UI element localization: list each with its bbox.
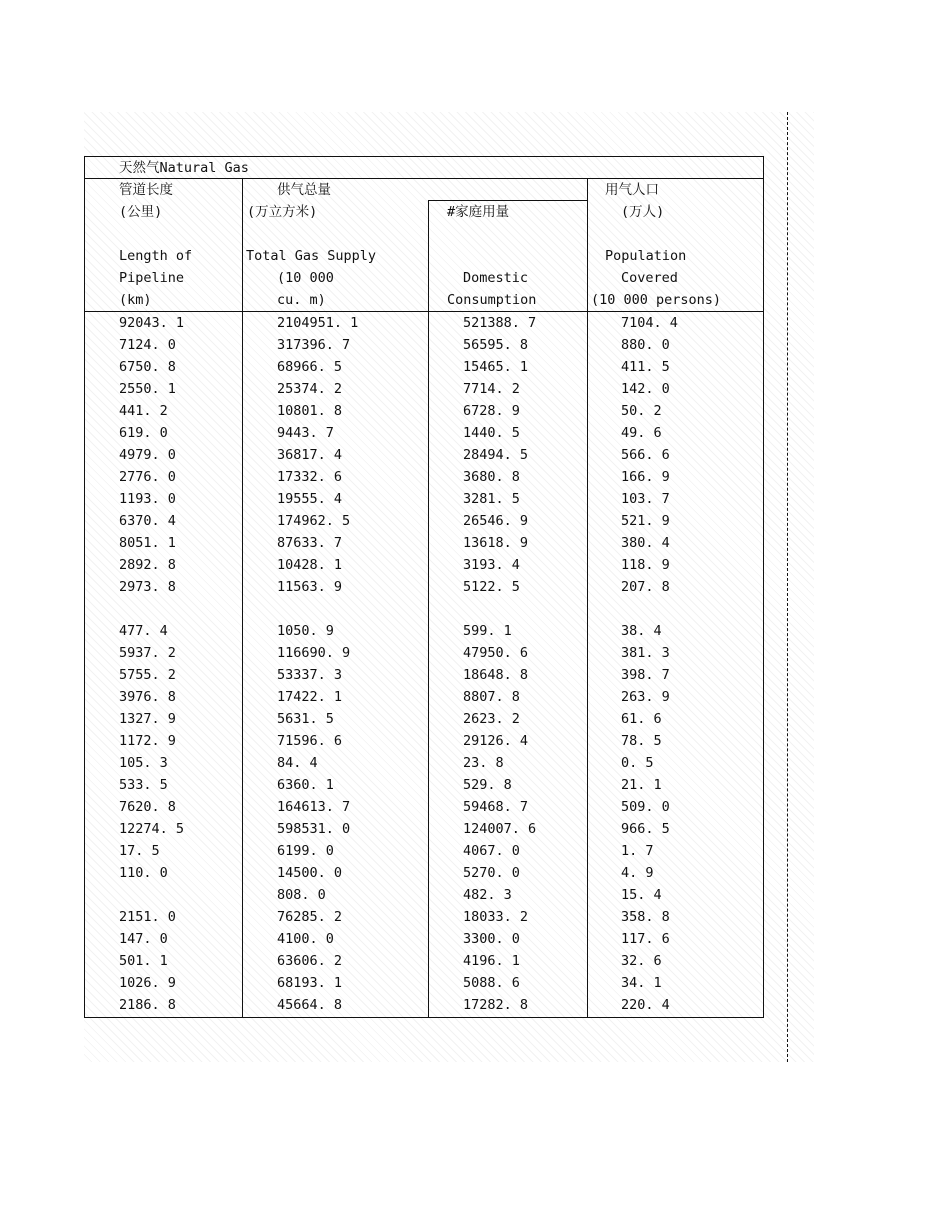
domestic-consumption-cell: 482. 3 — [463, 887, 512, 903]
domestic-consumption-cell: 1440. 5 — [463, 425, 520, 441]
supply-header-en-2: (10 000 — [277, 270, 334, 286]
table-row — [85, 400, 763, 422]
table-row — [85, 950, 763, 972]
population-covered-cell: 38. 4 — [621, 623, 662, 639]
table-row — [85, 906, 763, 928]
population-covered-cell: 381. 3 — [621, 645, 670, 661]
population-covered-cell: 142. 0 — [621, 381, 670, 397]
table-row — [85, 510, 763, 532]
population-unit-cn: (万人) — [621, 204, 665, 220]
table-row — [85, 686, 763, 708]
gas-supply-cell: 174962. 5 — [277, 513, 351, 529]
gas-supply-cell: 14500. 0 — [277, 865, 343, 881]
table-row — [85, 532, 763, 554]
table-row — [85, 862, 763, 884]
gas-supply-cell: 1050. 9 — [277, 623, 334, 639]
domestic-consumption-cell: 5088. 6 — [463, 975, 520, 991]
domestic-consumption-cell: 5270. 0 — [463, 865, 520, 881]
table-row — [85, 444, 763, 466]
population-covered-cell: 15. 4 — [621, 887, 662, 903]
population-covered-cell: 966. 5 — [621, 821, 670, 837]
domestic-consumption-cell: 56595. 8 — [463, 337, 529, 353]
pipeline-length-cell: 477. 4 — [119, 623, 168, 639]
population-covered-cell: 50. 2 — [621, 403, 662, 419]
pipeline-length-cell: 6750. 8 — [119, 359, 176, 375]
population-covered-cell: 7104. 4 — [621, 315, 678, 331]
domestic-consumption-cell: 18648. 8 — [463, 667, 529, 683]
gas-supply-cell: 6199. 0 — [277, 843, 334, 859]
gas-supply-cell: 17422. 1 — [277, 689, 343, 705]
domestic-consumption-cell: 124007. 6 — [463, 821, 537, 837]
pipeline-length-cell: 1026. 9 — [119, 975, 176, 991]
gas-supply-cell: 317396. 7 — [277, 337, 351, 353]
table-row — [85, 730, 763, 752]
gas-supply-cell: 11563. 9 — [277, 579, 343, 595]
domestic-consumption-cell: 28494. 5 — [463, 447, 529, 463]
population-covered-cell: 166. 9 — [621, 469, 670, 485]
domestic-consumption-cell: 29126. 4 — [463, 733, 529, 749]
population-header-en-1: Population — [605, 248, 687, 264]
pipeline-length-cell: 1193. 0 — [119, 491, 176, 507]
domestic-consumption-cell: 17282. 8 — [463, 997, 529, 1013]
table-row — [85, 774, 763, 796]
domestic-header-en-1: Domestic — [463, 270, 529, 286]
gas-supply-cell: 9443. 7 — [277, 425, 334, 441]
table-row — [85, 378, 763, 400]
pipeline-unit-en: (km) — [119, 292, 152, 308]
gas-supply-cell: 808. 0 — [277, 887, 326, 903]
pipeline-length-cell: 5755. 2 — [119, 667, 176, 683]
pipeline-header-en-2: Pipeline — [119, 270, 185, 286]
domestic-consumption-cell: 26546. 9 — [463, 513, 529, 529]
domestic-consumption-cell: 8807. 8 — [463, 689, 520, 705]
gas-supply-cell: 19555. 4 — [277, 491, 343, 507]
pipeline-length-cell: 2186. 8 — [119, 997, 176, 1013]
gas-supply-cell: 87633. 7 — [277, 535, 343, 551]
table-row — [85, 708, 763, 730]
population-covered-cell: 118. 9 — [621, 557, 670, 573]
population-covered-cell: 61. 6 — [621, 711, 662, 727]
gas-supply-cell: 68966. 5 — [277, 359, 343, 375]
gas-supply-cell: 598531. 0 — [277, 821, 351, 837]
gas-supply-cell: 25374. 2 — [277, 381, 343, 397]
table-row — [85, 620, 763, 642]
pipeline-length-cell: 105. 3 — [119, 755, 168, 771]
domestic-consumption-cell: 47950. 6 — [463, 645, 529, 661]
pipeline-unit-cn: (公里) — [119, 204, 163, 220]
table-row — [85, 576, 763, 598]
population-covered-cell: 398. 7 — [621, 667, 670, 683]
gas-supply-cell: 116690. 9 — [277, 645, 351, 661]
domestic-header-en-2: Consumption — [447, 292, 537, 308]
table-row — [85, 664, 763, 686]
population-covered-cell: 358. 8 — [621, 909, 670, 925]
population-covered-cell: 566. 6 — [621, 447, 670, 463]
page-break-line — [787, 112, 788, 1062]
gas-supply-cell: 84. 4 — [277, 755, 318, 771]
table-row — [85, 928, 763, 950]
population-covered-cell: 0. 5 — [621, 755, 654, 771]
population-covered-cell: 411. 5 — [621, 359, 670, 375]
table-row — [85, 642, 763, 664]
population-covered-cell: 509. 0 — [621, 799, 670, 815]
pipeline-length-cell: 12274. 5 — [119, 821, 185, 837]
population-covered-cell: 49. 6 — [621, 425, 662, 441]
domestic-consumption-cell: 3300. 0 — [463, 931, 520, 947]
domestic-consumption-cell: 4196. 1 — [463, 953, 520, 969]
population-header-cn: 用气人口 — [605, 182, 659, 198]
domestic-consumption-cell: 3281. 5 — [463, 491, 520, 507]
gas-supply-cell: 76285. 2 — [277, 909, 343, 925]
section-title: 天然气Natural Gas — [119, 160, 249, 176]
supply-header-en-1: Total Gas Supply — [246, 248, 377, 264]
gas-supply-cell: 17332. 6 — [277, 469, 343, 485]
population-covered-cell: 32. 6 — [621, 953, 662, 969]
population-covered-cell: 880. 0 — [621, 337, 670, 353]
gas-supply-cell: 68193. 1 — [277, 975, 343, 991]
population-covered-cell: 78. 5 — [621, 733, 662, 749]
population-covered-cell: 34. 1 — [621, 975, 662, 991]
gas-supply-cell: 53337. 3 — [277, 667, 343, 683]
pipeline-length-cell: 533. 5 — [119, 777, 168, 793]
table-row — [85, 422, 763, 444]
table-row — [85, 752, 763, 774]
table-row — [85, 488, 763, 510]
domestic-consumption-cell: 23. 8 — [463, 755, 504, 771]
supply-header-cn: 供气总量 — [277, 182, 331, 198]
pipeline-length-cell: 7124. 0 — [119, 337, 176, 353]
domestic-consumption-cell: 4067. 0 — [463, 843, 520, 859]
domestic-consumption-cell: 5122. 5 — [463, 579, 520, 595]
population-unit-en: (10 000 persons) — [591, 292, 722, 308]
table-row — [85, 994, 763, 1016]
pipeline-length-cell: 8051. 1 — [119, 535, 176, 551]
pipeline-length-cell: 1172. 9 — [119, 733, 176, 749]
table-row — [85, 466, 763, 488]
gas-supply-cell: 10801. 8 — [277, 403, 343, 419]
pipeline-length-cell: 4979. 0 — [119, 447, 176, 463]
pipeline-length-cell: 6370. 4 — [119, 513, 176, 529]
gas-supply-cell: 2104951. 1 — [277, 315, 359, 331]
pipeline-length-cell: 2892. 8 — [119, 557, 176, 573]
gas-supply-cell: 36817. 4 — [277, 447, 343, 463]
pipeline-length-cell: 92043. 1 — [119, 315, 185, 331]
domestic-consumption-cell: 7714. 2 — [463, 381, 520, 397]
table-body — [85, 312, 763, 1016]
pipeline-header-en-1: Length of — [119, 248, 193, 264]
population-covered-cell: 380. 4 — [621, 535, 670, 551]
domestic-consumption-cell: 59468. 7 — [463, 799, 529, 815]
population-covered-cell: 21. 1 — [621, 777, 662, 793]
domestic-consumption-cell: 15465. 1 — [463, 359, 529, 375]
gas-supply-cell: 4100. 0 — [277, 931, 334, 947]
table-row — [85, 884, 763, 906]
domestic-consumption-cell: 18033. 2 — [463, 909, 529, 925]
gas-supply-cell: 6360. 1 — [277, 777, 334, 793]
table-row — [85, 356, 763, 378]
gas-supply-cell: 5631. 5 — [277, 711, 334, 727]
pipeline-length-cell: 2776. 0 — [119, 469, 176, 485]
gas-supply-cell: 45664. 8 — [277, 997, 343, 1013]
population-header-en-2: Covered — [621, 270, 678, 286]
pipeline-length-cell: 441. 2 — [119, 403, 168, 419]
domestic-consumption-cell: 529. 8 — [463, 777, 512, 793]
table-row — [85, 554, 763, 576]
table-row — [85, 312, 763, 334]
pipeline-length-cell: 3976. 8 — [119, 689, 176, 705]
table-row — [85, 972, 763, 994]
gas-supply-cell: 63606. 2 — [277, 953, 343, 969]
domestic-consumption-cell: 599. 1 — [463, 623, 512, 639]
pipeline-length-cell: 2550. 1 — [119, 381, 176, 397]
pipeline-length-cell: 5937. 2 — [119, 645, 176, 661]
gas-supply-cell: 164613. 7 — [277, 799, 351, 815]
domestic-consumption-cell: 6728. 9 — [463, 403, 520, 419]
table-row — [85, 598, 763, 620]
gas-supply-cell: 71596. 6 — [277, 733, 343, 749]
domestic-consumption-cell: 521388. 7 — [463, 315, 537, 331]
table-row — [85, 818, 763, 840]
supply-header-en-3: cu. m) — [277, 292, 326, 308]
population-covered-cell: 263. 9 — [621, 689, 670, 705]
population-covered-cell: 207. 8 — [621, 579, 670, 595]
population-covered-cell: 220. 4 — [621, 997, 670, 1013]
pipeline-length-cell: 17. 5 — [119, 843, 160, 859]
pipeline-length-cell: 2151. 0 — [119, 909, 176, 925]
table-row — [85, 334, 763, 356]
domestic-consumption-cell: 3680. 8 — [463, 469, 520, 485]
gas-supply-cell: 10428. 1 — [277, 557, 343, 573]
pipeline-length-cell: 2973. 8 — [119, 579, 176, 595]
table-row — [85, 796, 763, 818]
pipeline-length-cell: 501. 1 — [119, 953, 168, 969]
pipeline-length-cell: 147. 0 — [119, 931, 168, 947]
population-covered-cell: 521. 9 — [621, 513, 670, 529]
population-covered-cell: 117. 6 — [621, 931, 670, 947]
domestic-consumption-cell: 2623. 2 — [463, 711, 520, 727]
supply-unit-cn: (万立方米) — [247, 204, 318, 220]
domestic-header-cn: #家庭用量 — [447, 204, 510, 220]
population-covered-cell: 103. 7 — [621, 491, 670, 507]
domestic-consumption-cell: 13618. 9 — [463, 535, 529, 551]
pipeline-header-cn: 管道长度 — [119, 182, 173, 198]
natural-gas-table — [84, 156, 764, 1018]
population-covered-cell: 1. 7 — [621, 843, 654, 859]
table-row — [85, 840, 763, 862]
domestic-consumption-cell: 3193. 4 — [463, 557, 520, 573]
pipeline-length-cell: 619. 0 — [119, 425, 168, 441]
population-covered-cell: 4. 9 — [621, 865, 654, 881]
pipeline-length-cell: 110. 0 — [119, 865, 168, 881]
pipeline-length-cell: 1327. 9 — [119, 711, 176, 727]
pipeline-length-cell: 7620. 8 — [119, 799, 176, 815]
